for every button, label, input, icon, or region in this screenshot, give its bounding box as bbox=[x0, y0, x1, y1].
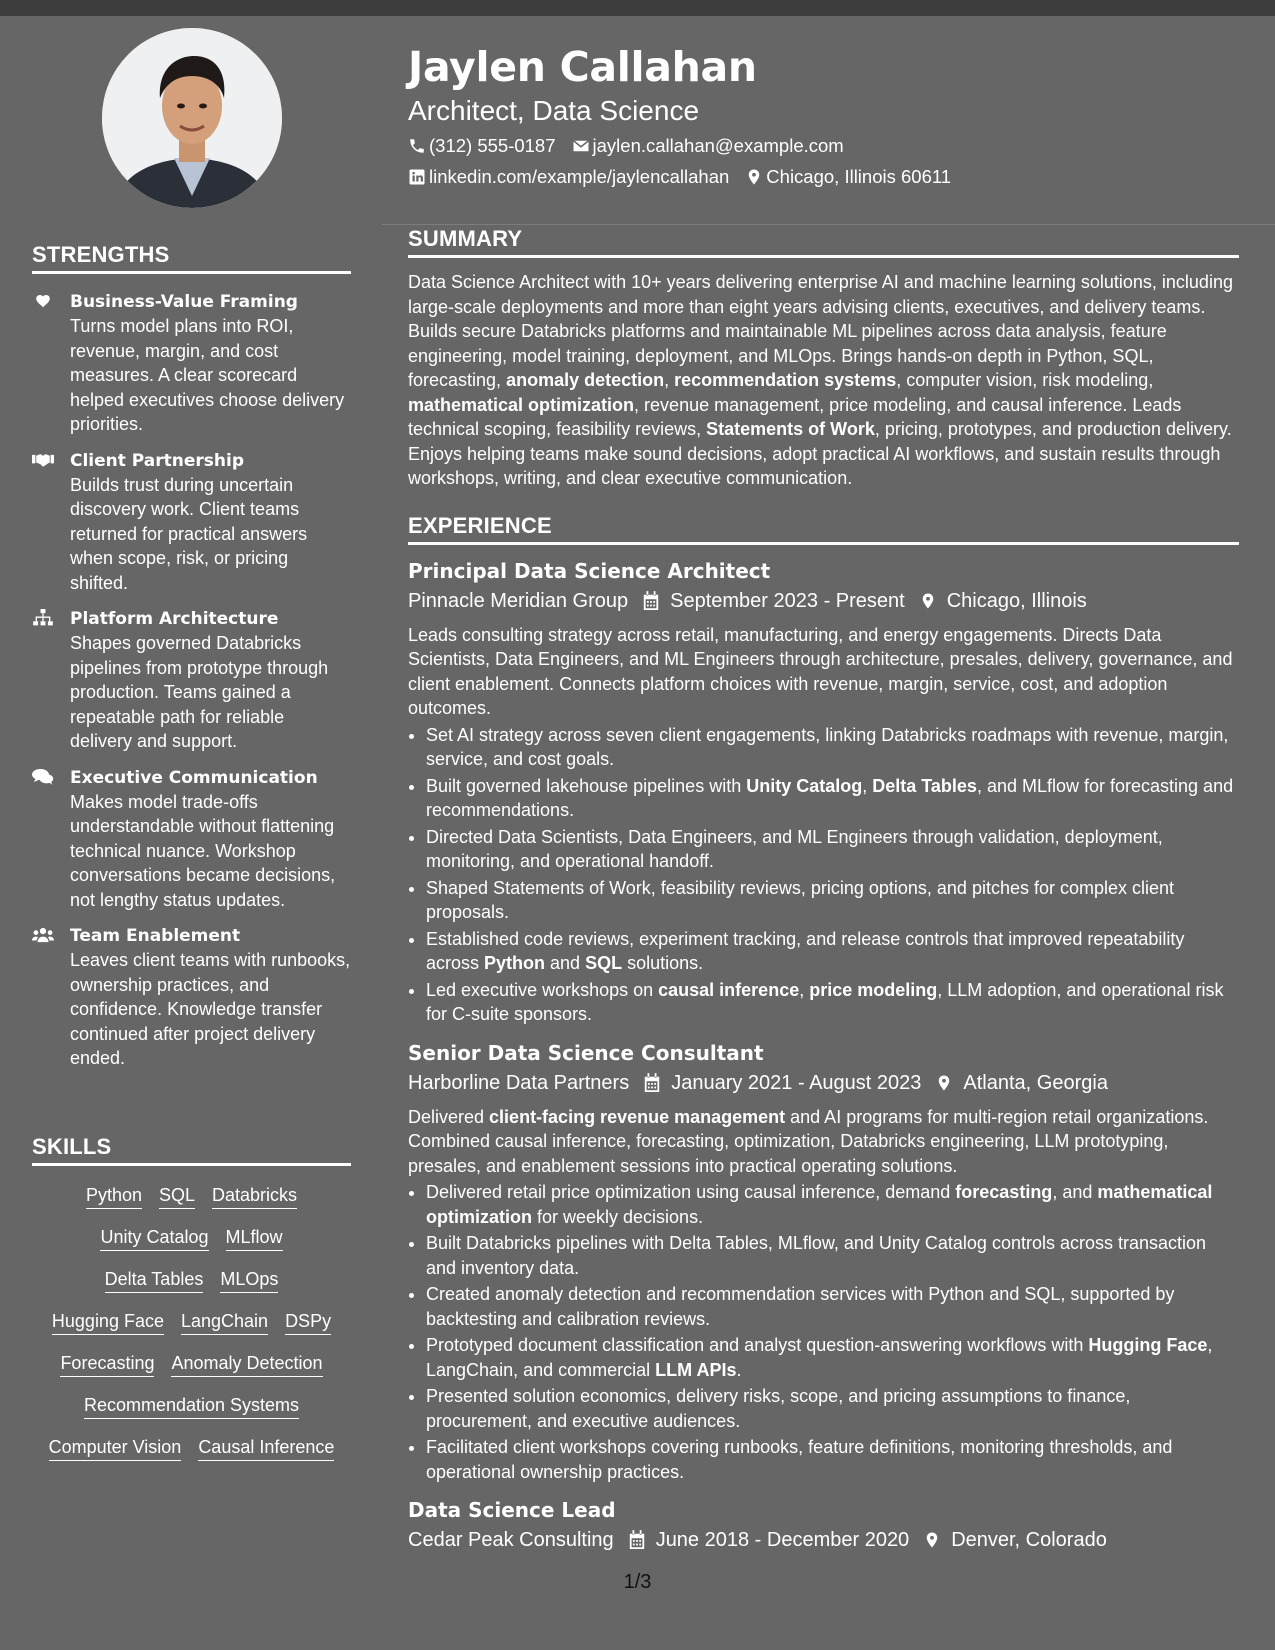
bold-text: anomaly detection bbox=[506, 370, 665, 390]
bold-text: mathematical optimization bbox=[426, 1182, 1213, 1227]
skill-list bbox=[32, 1184, 351, 1461]
text-segment: solutions. bbox=[622, 953, 704, 973]
job-bullet bbox=[426, 978, 1239, 1027]
linkedin-icon bbox=[408, 168, 426, 186]
job-meta bbox=[408, 587, 1239, 615]
experience-heading: EXPERIENCE bbox=[408, 513, 1239, 545]
company-name: Pinnacle Meridian Group bbox=[408, 589, 629, 612]
strength-business-value-framing bbox=[70, 290, 351, 437]
strength-title: Executive Communication bbox=[70, 767, 318, 788]
strength-title: Team Enablement bbox=[70, 926, 241, 946]
text-segment: for weekly decisions. bbox=[532, 1206, 704, 1227]
strengths-heading: STRENGTHS bbox=[32, 242, 351, 274]
bold-text: Hugging Face bbox=[1088, 1335, 1208, 1355]
job-bullet bbox=[426, 1180, 1239, 1229]
skill-tag: LangChain bbox=[181, 1310, 268, 1335]
strength-description: Builds trust during uncertain discovery work. Client teams returned for practical answers when scope, risk, or pricing shifted. bbox=[70, 474, 308, 593]
text-segment: Presented solution economics, delivery risks, scope, and pricing assumptions to finance, procurement, and executive audiences. bbox=[426, 1386, 1131, 1431]
bold-text: forecasting bbox=[955, 1182, 1053, 1202]
text-segment: Established code reviews, experiment tracking, and release controls that improved repeatability across bbox=[426, 928, 1185, 973]
job-location: Denver, Colorado bbox=[951, 1529, 1107, 1551]
strength-item bbox=[32, 290, 351, 437]
text-segment: and AI programs for multi-region retail organizations. Combined causal inference, forecasting, optimization, Databricks engineering, LLM prototyping, presales, and enablement sessions into practical operating solutions. bbox=[408, 1106, 1209, 1176]
skill-tag: Forecasting bbox=[60, 1352, 154, 1377]
job-bullets bbox=[408, 723, 1239, 1027]
strength-title: Business-Value Framing bbox=[70, 292, 298, 312]
job-entry bbox=[408, 557, 1239, 1027]
linkedin-text[interactable]: linkedin.com/example/jaylencallahan bbox=[429, 166, 730, 187]
bold-text: recommendation systems bbox=[674, 370, 897, 390]
bold-text: LLM APIs bbox=[655, 1359, 737, 1380]
job-bullet bbox=[426, 1435, 1239, 1484]
contact-row-2 bbox=[408, 165, 967, 189]
strength-description: Turns model plans into ROI, revenue, margin, and cost measures. A clear scorecard helped executives choose delivery priorities. bbox=[70, 316, 345, 434]
skill-tag: Python bbox=[86, 1184, 142, 1209]
email-contact[interactable] bbox=[572, 134, 844, 158]
bold-text: Statements of Work bbox=[706, 419, 875, 439]
text-segment: , computer vision, risk modeling, bbox=[896, 370, 1154, 390]
skill-tag: Computer Vision bbox=[49, 1436, 182, 1461]
skill-tag: Unity Catalog bbox=[100, 1226, 208, 1251]
job-title: Principal Data Science Architect bbox=[408, 558, 771, 583]
job-bullets bbox=[408, 1180, 1239, 1484]
job-dates: January 2021 - August 2023 bbox=[671, 1071, 922, 1094]
skill-tag: MLflow bbox=[226, 1226, 283, 1251]
skill-row bbox=[32, 1226, 351, 1251]
text-segment: Set AI strategy across seven client engagements, linking Databricks roadmaps with revenue, margin, service, and cost goals. bbox=[426, 724, 1229, 769]
bold-text: Unity Catalog bbox=[746, 775, 863, 796]
main-content bbox=[408, 226, 1239, 1554]
bold-text: mathematical optimization bbox=[408, 394, 635, 415]
map-pin-icon bbox=[923, 1530, 941, 1550]
text-segment: Delivered bbox=[408, 1106, 490, 1127]
company-name: Cedar Peak Consulting bbox=[408, 1529, 614, 1551]
skill-tag: DSPy bbox=[285, 1310, 331, 1335]
candidate-title: Architect, Data Science bbox=[408, 95, 700, 126]
skill-tag: Delta Tables bbox=[105, 1268, 204, 1293]
job-dates: June 2018 - December 2020 bbox=[655, 1529, 910, 1551]
strength-title: Platform Architecture bbox=[70, 609, 279, 629]
skill-row bbox=[32, 1352, 351, 1377]
job-entry bbox=[408, 1039, 1239, 1485]
location-text: Chicago, Illinois 60611 bbox=[766, 166, 952, 187]
envelope-icon bbox=[572, 137, 590, 155]
skill-tag: Databricks bbox=[212, 1184, 297, 1209]
job-bullet bbox=[426, 723, 1239, 772]
text-segment: Data Science Architect with 10+ years delivering enterprise AI and machine learning solutions, including large-scale deployments and more than eight years advising clients, executives, and delivery teams. Builds secure Databricks platforms and maintainable ML pipelines across data analysis, feature engineering, model training, deployment, and MLOps. Brings hands-on depth in Python, SQL, forecasting, bbox=[408, 272, 1233, 390]
job-bullet bbox=[426, 1231, 1239, 1280]
strength-team-enablement bbox=[70, 924, 351, 1071]
header-divider bbox=[382, 224, 1275, 225]
job-bullet bbox=[426, 774, 1239, 823]
job-description bbox=[408, 1105, 1239, 1179]
company-name: Harborline Data Partners bbox=[408, 1071, 630, 1094]
job-bullet bbox=[426, 1282, 1239, 1331]
heart-icon bbox=[32, 290, 70, 437]
candidate-name: Jaylen Callahan bbox=[408, 43, 757, 91]
bold-text: client-facing revenue management bbox=[489, 1106, 786, 1127]
text-segment: Facilitated client workshops covering runbooks, feature definitions, monitoring thresholds, and operational ownership practices. bbox=[426, 1437, 1173, 1482]
bold-text: price modeling bbox=[809, 979, 938, 1000]
text-segment: . bbox=[736, 1359, 742, 1380]
handshake-icon bbox=[32, 449, 70, 596]
text-segment: Delivered retail price optimization using causal inference, demand bbox=[426, 1182, 956, 1202]
skill-row bbox=[32, 1268, 351, 1293]
linkedin-contact[interactable] bbox=[408, 165, 729, 189]
location-contact bbox=[745, 165, 951, 189]
skill-tag: MLOps bbox=[220, 1268, 278, 1293]
calendar-icon bbox=[628, 1530, 646, 1550]
skill-tag: SQL bbox=[159, 1184, 195, 1209]
text-segment: Prototyped document classification and analyst question-answering workflows with bbox=[426, 1335, 1089, 1355]
text-segment: , pricing, prototypes, and production delivery. Enjoys helping teams make sound decisions, adopt practical AI workflows, and sustain results through workshops, writing, and clear executive communication. bbox=[408, 419, 1232, 488]
job-dates: September 2023 - Present bbox=[670, 589, 905, 612]
text-segment: and bbox=[545, 953, 586, 973]
job-meta bbox=[408, 1526, 1239, 1554]
text-segment: , LLM adoption, and operational risk for C-suite sponsors. bbox=[426, 979, 1224, 1024]
job-bullet bbox=[426, 876, 1239, 925]
map-pin-icon bbox=[745, 168, 763, 186]
strength-list bbox=[32, 290, 351, 1071]
skill-row bbox=[32, 1436, 351, 1461]
text-segment: , bbox=[862, 775, 873, 796]
summary-heading: SUMMARY bbox=[408, 226, 1239, 258]
job-description bbox=[408, 623, 1239, 721]
phone-text: (312) 555-0187 bbox=[429, 135, 556, 156]
skills-section bbox=[32, 1134, 351, 1461]
text-segment: , bbox=[664, 370, 675, 390]
bold-text: causal inference bbox=[658, 979, 800, 1000]
job-bullet bbox=[426, 825, 1239, 874]
job-entry bbox=[408, 1496, 1239, 1554]
job-location: Atlanta, Georgia bbox=[963, 1071, 1108, 1094]
text-segment: , LangChain, and commercial bbox=[426, 1335, 1213, 1380]
strength-item bbox=[32, 607, 351, 754]
map-pin-icon bbox=[919, 591, 937, 611]
skill-row bbox=[32, 1310, 351, 1335]
strength-item bbox=[32, 924, 351, 1071]
profile-photo bbox=[102, 28, 282, 208]
job-title: Data Science Lead bbox=[408, 1498, 616, 1522]
job-title: Senior Data Science Consultant bbox=[408, 1040, 764, 1065]
page-number: 1/3 bbox=[623, 1571, 652, 1593]
bold-text: Python bbox=[484, 953, 546, 973]
strengths-section bbox=[32, 242, 351, 1071]
contact-row-1 bbox=[408, 134, 860, 158]
skill-row bbox=[32, 1394, 351, 1419]
text-segment: Led executive workshops on bbox=[426, 979, 659, 1000]
job-meta bbox=[408, 1069, 1239, 1097]
job-location: Chicago, Illinois bbox=[946, 589, 1087, 612]
skills-heading: SKILLS bbox=[32, 1134, 351, 1166]
job-bullet bbox=[426, 1333, 1239, 1382]
text-segment: , revenue management, price modeling, and causal inference. Leads technical scoping, feasibility reviews, bbox=[408, 394, 1182, 439]
text-segment: , and MLflow for forecasting and recommendations. bbox=[426, 775, 1234, 820]
text-segment: Built governed lakehouse pipelines with bbox=[426, 775, 747, 796]
text-segment: Created anomaly detection and recommendation services with Python and SQL, supported by backtesting and calibration reviews. bbox=[426, 1284, 1175, 1329]
text-segment: , bbox=[799, 979, 810, 1000]
strength-description: Makes model trade-offs understandable without flattening technical nuance. Workshop conversations became decisions, not lengthy status updates. bbox=[70, 791, 336, 910]
phone-icon bbox=[408, 137, 426, 155]
text-segment: , and bbox=[1052, 1182, 1098, 1202]
skill-tag: Recommendation Systems bbox=[84, 1394, 299, 1419]
users-icon bbox=[32, 924, 70, 1071]
text-segment: Shaped Statements of Work, feasibility reviews, pricing options, and pitches for complex client proposals. bbox=[426, 877, 1175, 922]
calendar-icon bbox=[642, 591, 660, 611]
text-segment: Built Databricks pipelines with Delta Tables, MLflow, and Unity Catalog controls across transaction and inventory data. bbox=[426, 1233, 1207, 1278]
strength-executive-communication bbox=[70, 766, 351, 913]
map-pin-icon bbox=[935, 1073, 953, 1093]
job-bullet bbox=[426, 927, 1239, 976]
strength-client-partnership bbox=[70, 449, 351, 596]
bold-text: SQL bbox=[585, 953, 623, 973]
phone-contact bbox=[408, 134, 556, 158]
job-bullet bbox=[426, 1384, 1239, 1433]
skill-tag: Hugging Face bbox=[52, 1310, 164, 1335]
skill-row bbox=[32, 1184, 351, 1209]
comments-icon bbox=[32, 766, 70, 913]
job-list bbox=[408, 557, 1239, 1555]
strength-item bbox=[32, 766, 351, 913]
bold-text: Delta Tables bbox=[872, 775, 977, 796]
skill-tag: Anomaly Detection bbox=[171, 1352, 322, 1377]
top-bar bbox=[0, 0, 1275, 16]
strength-title: Client Partnership bbox=[70, 450, 245, 471]
calendar-icon bbox=[643, 1073, 661, 1093]
skill-tag: Causal Inference bbox=[198, 1436, 334, 1461]
strength-description: Shapes governed Databricks pipelines from prototype through production. Teams gained a repeatable path for reliable delivery and support. bbox=[70, 633, 329, 751]
email-text[interactable]: jaylen.callahan@example.com bbox=[592, 135, 844, 156]
strength-platform-architecture bbox=[70, 607, 351, 754]
strength-description: Leaves client teams with runbooks, ownership practices, and confidence. Knowledge transfer continued after project delivery ended. bbox=[70, 950, 351, 1068]
text-segment: Leads consulting strategy across retail, manufacturing, and energy engagements. Directs Data Scientists, Data Engineers, and ML Engineers through architecture, presales, delivery, governance, and client enablement. Connects platform choices with revenue, margin, service, cost, and adoption outcomes. bbox=[408, 624, 1233, 718]
text-segment: Directed Data Scientists, Data Engineers, and ML Engineers through validation, deployment, monitoring, and operational handoff. bbox=[426, 826, 1163, 871]
summary-text bbox=[408, 270, 1239, 491]
strength-item bbox=[32, 449, 351, 596]
sitemap-icon bbox=[32, 607, 70, 754]
